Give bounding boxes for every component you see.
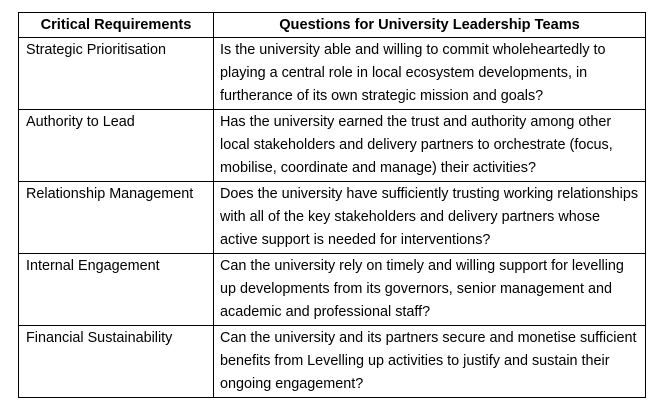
question-cell: Is the university able and willing to commit wholeheartedly to playing a central role in local ecosystem developments, in furtherance of its own strategic mission and goals?: [214, 38, 646, 110]
question-cell: Can the university and its partners secure and monetise sufficient benefits from Levelling up activities to justify and sustain their ongoing engagement?: [214, 326, 646, 398]
question-cell: Has the university earned the trust and authority among other local stakeholders and delivery partners to orchestrate (focus, mobilise, coordinate and manage) their activities?: [214, 110, 646, 182]
table-row: [19, 182, 646, 254]
question-cell: Does the university have sufficiently trusting working relationships with all of the key stakeholders and delivery partners whose active support is needed for interventions?: [214, 182, 646, 254]
question-cell: Can the university rely on timely and willing support for levelling up developments from its governors, senior management and academic and professional staff?: [214, 254, 646, 326]
header-questions: Questions for University Leadership Teams: [214, 13, 646, 38]
table-row: [19, 110, 646, 182]
requirement-cell: Internal Engagement: [19, 254, 214, 326]
table-body: [19, 38, 646, 398]
header-critical-requirements: Critical Requirements: [19, 13, 214, 38]
table-header: [19, 13, 646, 38]
requirements-table: [18, 12, 646, 398]
requirement-cell: Strategic Prioritisation: [19, 38, 214, 110]
requirement-cell: Authority to Lead: [19, 110, 214, 182]
requirement-cell: Financial Sustainability: [19, 326, 214, 398]
table-row: [19, 38, 646, 110]
requirement-cell: Relationship Management: [19, 182, 214, 254]
table-row: [19, 254, 646, 326]
table-row: [19, 326, 646, 398]
header-row: [19, 13, 646, 38]
